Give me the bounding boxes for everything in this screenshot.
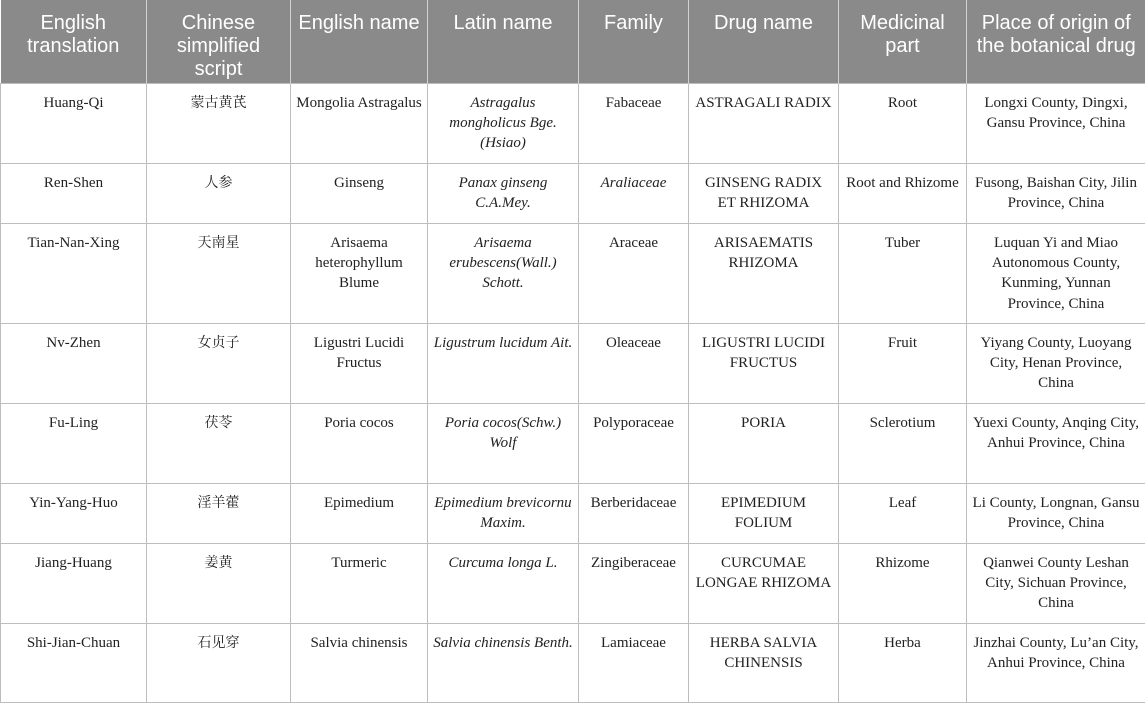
cell-latin-name: Arisaema erubescens(Wall.) Schott. (428, 223, 579, 323)
cell-english-translation: Tian-Nan-Xing (1, 223, 147, 323)
cell-family: Fabaceae (579, 83, 689, 163)
cell-latin-name: Epimedium brevicornu Maxim. (428, 483, 579, 543)
cell-drug-name: PORIA (689, 403, 839, 483)
cell-drug-name: HERBA SALVIA CHINENSIS (689, 623, 839, 702)
cell-chinese-script: 蒙古黄芪 (147, 83, 291, 163)
table-row (1, 163, 1145, 223)
cell-medicinal-part: Leaf (839, 483, 967, 543)
cell-english-translation: Fu-Ling (1, 403, 147, 483)
cell-english-translation: Huang-Qi (1, 83, 147, 163)
cell-drug-name: LIGUSTRI LUCIDI FRUCTUS (689, 323, 839, 403)
cell-english-name: Salvia chinensis (291, 623, 428, 702)
cell-english-name: Mongolia Astragalus (291, 83, 428, 163)
cell-place-of-origin: Jinzhai County, Lu’an City, Anhui Province, China (967, 623, 1145, 702)
cell-place-of-origin: Yuexi County, Anqing City, Anhui Province, China (967, 403, 1145, 483)
cell-english-translation: Yin-Yang-Huo (1, 483, 147, 543)
cell-english-name: Turmeric (291, 543, 428, 623)
table-row (1, 83, 1145, 163)
table-row (1, 543, 1145, 623)
header-latin-name: Latin name (428, 0, 579, 83)
cell-place-of-origin: Fusong, Baishan City, Jilin Province, China (967, 163, 1145, 223)
cell-latin-name: Salvia chinensis Benth. (428, 623, 579, 702)
cell-medicinal-part: Herba (839, 623, 967, 702)
table-row (1, 623, 1145, 702)
cell-medicinal-part: Tuber (839, 223, 967, 323)
cell-family: Araliaceae (579, 163, 689, 223)
cell-family: Lamiaceae (579, 623, 689, 702)
header-english-name: English name (291, 0, 428, 83)
cell-place-of-origin: Qianwei County Leshan City, Sichuan Province, China (967, 543, 1145, 623)
cell-drug-name: GINSENG RADIX ET RHIZOMA (689, 163, 839, 223)
cell-family: Araceae (579, 223, 689, 323)
header-family: Family (579, 0, 689, 83)
cell-family: Polyporaceae (579, 403, 689, 483)
cell-place-of-origin: Yiyang County, Luoyang City, Henan Province, China (967, 323, 1145, 403)
table-row (1, 223, 1145, 323)
cell-place-of-origin: Luquan Yi and Miao Autonomous County, Kunming, Yunnan Province, China (967, 223, 1145, 323)
cell-medicinal-part: Rhizome (839, 543, 967, 623)
header-english-translation: English translation (1, 0, 147, 83)
cell-drug-name: CURCUMAE LONGAE RHIZOMA (689, 543, 839, 623)
cell-english-name: Ginseng (291, 163, 428, 223)
header-row (1, 0, 1145, 83)
cell-drug-name: ASTRAGALI RADIX (689, 83, 839, 163)
cell-english-translation: Shi-Jian-Chuan (1, 623, 147, 702)
cell-chinese-script: 天南星 (147, 223, 291, 323)
header-place-of-origin: Place of origin of the botanical drug (967, 0, 1145, 83)
cell-latin-name: Panax ginseng C.A.Mey. (428, 163, 579, 223)
cell-chinese-script: 茯苓 (147, 403, 291, 483)
cell-family: Oleaceae (579, 323, 689, 403)
cell-medicinal-part: Sclerotium (839, 403, 967, 483)
cell-place-of-origin: Longxi County, Dingxi, Gansu Province, China (967, 83, 1145, 163)
cell-english-name: Arisaema heterophyllum Blume (291, 223, 428, 323)
header-medicinal-part: Medicinal part (839, 0, 967, 83)
cell-chinese-script: 人参 (147, 163, 291, 223)
cell-chinese-script: 淫羊藿 (147, 483, 291, 543)
cell-medicinal-part: Fruit (839, 323, 967, 403)
cell-english-translation: Nv-Zhen (1, 323, 147, 403)
cell-latin-name: Ligustrum lucidum Ait. (428, 323, 579, 403)
cell-drug-name: ARISAEMATIS RHIZOMA (689, 223, 839, 323)
cell-drug-name: EPIMEDIUM FOLIUM (689, 483, 839, 543)
cell-chinese-script: 姜黄 (147, 543, 291, 623)
cell-latin-name: Curcuma longa L. (428, 543, 579, 623)
header-chinese-script: Chinese simplified script (147, 0, 291, 83)
cell-latin-name: Poria cocos(Schw.) Wolf (428, 403, 579, 483)
cell-chinese-script: 石见穿 (147, 623, 291, 702)
cell-place-of-origin: Li County, Longnan, Gansu Province, China (967, 483, 1145, 543)
cell-english-name: Ligustri Lucidi Fructus (291, 323, 428, 403)
cell-english-translation: Jiang-Huang (1, 543, 147, 623)
cell-medicinal-part: Root (839, 83, 967, 163)
table-row (1, 483, 1145, 543)
header-drug-name: Drug name (689, 0, 839, 83)
cell-english-name: Epimedium (291, 483, 428, 543)
table-row (1, 403, 1145, 483)
cell-latin-name: Astragalus mongholicus Bge.(Hsiao) (428, 83, 579, 163)
table-row (1, 323, 1145, 403)
cell-chinese-script: 女贞子 (147, 323, 291, 403)
cell-english-translation: Ren-Shen (1, 163, 147, 223)
cell-english-name: Poria cocos (291, 403, 428, 483)
cell-medicinal-part: Root and Rhizome (839, 163, 967, 223)
cell-family: Berberidaceae (579, 483, 689, 543)
cell-family: Zingiberaceae (579, 543, 689, 623)
